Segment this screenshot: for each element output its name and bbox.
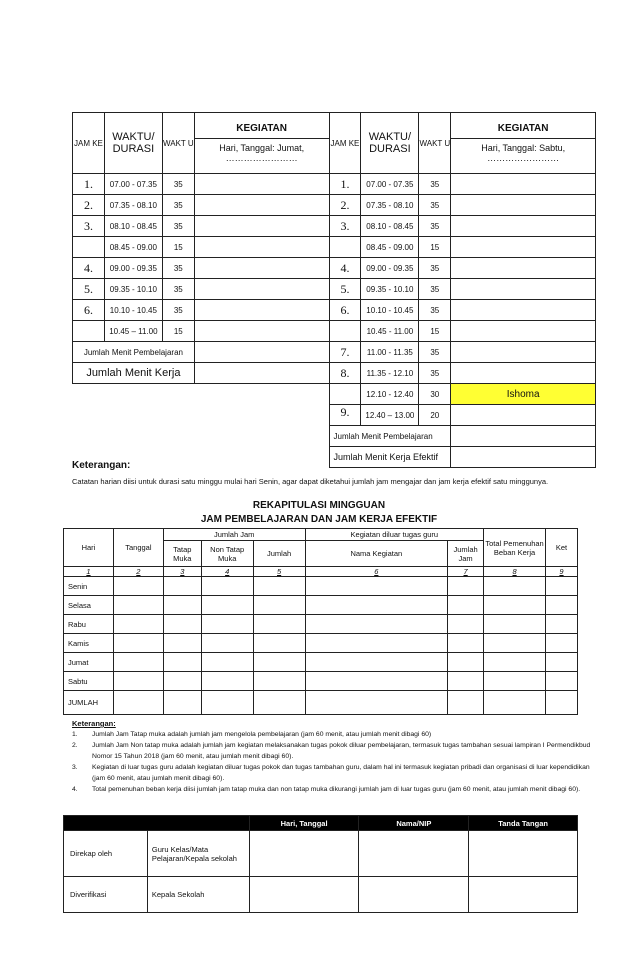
kegiatan-cell[interactable] [451, 342, 596, 363]
schedule-row [73, 174, 596, 195]
rk-hdr-tatap-muka: Tatap Muka [163, 541, 201, 567]
kegiatan-cell[interactable] [451, 279, 596, 300]
day-label: Kamis [64, 634, 114, 653]
cell[interactable] [546, 653, 578, 672]
col-number: 2 [113, 567, 163, 577]
notes-title: Keterangan: [72, 719, 116, 728]
cell[interactable] [448, 615, 484, 634]
cell[interactable] [163, 577, 201, 596]
cell[interactable] [253, 653, 305, 672]
cell[interactable] [305, 691, 448, 715]
cell[interactable] [484, 634, 546, 653]
cell[interactable] [305, 615, 448, 634]
cell[interactable] [163, 691, 201, 715]
day-label: Senin [64, 577, 114, 596]
waktu: 09.00 - 09.35 [361, 258, 419, 279]
right-jmp-value[interactable] [451, 426, 596, 447]
schedule-row [73, 342, 596, 363]
kegiatan-cell[interactable] [451, 363, 596, 384]
hdr-waktu-right: WAKTU/ DURASI [361, 113, 419, 174]
durasi: 35 [419, 342, 451, 363]
waktu: 09.00 - 09.35 [104, 258, 162, 279]
waktu: 07.35 - 08.10 [361, 195, 419, 216]
col-number: 7 [448, 567, 484, 577]
jam-ke: 6. [329, 300, 361, 321]
waktu: 10.45 – 11.00 [104, 321, 162, 342]
right-jumlah-menit-pembelajaran: Jumlah Menit Pembelajaran [329, 426, 451, 447]
waktu: 12.40 – 13.00 [361, 405, 419, 426]
durasi: 35 [162, 258, 194, 279]
durasi: 30 [419, 384, 451, 405]
durasi: 35 [162, 300, 194, 321]
kegiatan-cell[interactable] [194, 300, 329, 321]
cell[interactable] [546, 634, 578, 653]
table-row [64, 672, 578, 691]
kegiatan-cell[interactable] [194, 237, 329, 258]
col-number: 6 [305, 567, 448, 577]
cell[interactable] [546, 596, 578, 615]
day-label: Sabtu [64, 672, 114, 691]
cell[interactable] [546, 577, 578, 596]
schedule-row [73, 237, 596, 258]
cell[interactable] [113, 596, 163, 615]
jam-ke: 5. [329, 279, 361, 300]
jam-ke [329, 321, 361, 342]
sig-hdr-hari: Hari, Tanggal [249, 816, 359, 831]
durasi: 15 [162, 321, 194, 342]
rekap-subtitle: JAM PEMBELAJARAN DAN JAM KERJA EFEKTIF [200, 514, 438, 525]
schedule-row [73, 363, 596, 384]
col-number: 9 [546, 567, 578, 577]
jam-ke [329, 384, 361, 405]
col-number: 4 [201, 567, 253, 577]
kegiatan-cell[interactable] [451, 216, 596, 237]
durasi: 20 [419, 405, 451, 426]
rk-hdr-ket: Ket [546, 529, 578, 567]
schedule-table [72, 112, 596, 468]
durasi: 35 [162, 216, 194, 237]
note-number: 1. [72, 731, 78, 738]
diverifikasi-date[interactable] [249, 877, 359, 913]
cell[interactable] [448, 577, 484, 596]
durasi: 35 [162, 195, 194, 216]
list-item [72, 740, 592, 762]
left-jmp-value[interactable] [194, 342, 329, 363]
cell[interactable] [163, 615, 201, 634]
kegiatan-cell[interactable] [451, 258, 596, 279]
jam-ke: 1. [329, 174, 361, 195]
hdr-wakt-right: WAKT U [419, 113, 451, 174]
durasi: 35 [419, 300, 451, 321]
cell[interactable] [305, 672, 448, 691]
durasi: 35 [162, 279, 194, 300]
cell[interactable] [163, 672, 201, 691]
cell[interactable] [113, 615, 163, 634]
jam-ke: 8. [329, 363, 361, 384]
direkap-role: Guru Kelas/Mata Pelajaran/Kepala sekolah [147, 831, 249, 877]
kegiatan-cell[interactable] [451, 195, 596, 216]
cell[interactable] [253, 672, 305, 691]
list-item [72, 729, 592, 740]
note-number: 2. [72, 742, 78, 749]
waktu: 12.10 - 12.40 [361, 384, 419, 405]
rk-hdr-jumlah-jam-luar: Jumlah Jam [448, 541, 484, 567]
rk-hdr-tanggal: Tanggal [113, 529, 163, 567]
jam-ke: 3. [73, 216, 105, 237]
jam-ke [73, 237, 105, 258]
kegiatan-title: KEGIATAN [497, 123, 549, 134]
hdr-jam-right: JAM KE [329, 113, 361, 174]
cell[interactable] [484, 672, 546, 691]
cell[interactable] [546, 615, 578, 634]
cell[interactable] [113, 634, 163, 653]
jam-ke: 4. [329, 258, 361, 279]
kegiatan-cell[interactable] [194, 258, 329, 279]
schedule-row [73, 300, 596, 321]
note-number: 3. [72, 764, 78, 771]
table-row [64, 653, 578, 672]
note-number: 4. [72, 786, 78, 793]
schedule-row [73, 405, 596, 426]
kegiatan-cell[interactable] [451, 321, 596, 342]
jam-ke [73, 321, 105, 342]
hdr-kegiatan-sabtu [451, 113, 596, 174]
cell[interactable] [484, 577, 546, 596]
col-number: 8 [484, 567, 546, 577]
schedule-row [73, 216, 596, 237]
waktu: 07.00 - 07.35 [104, 174, 162, 195]
signature-table [63, 815, 578, 913]
waktu: 07.35 - 08.10 [104, 195, 162, 216]
keterangan-title: Keterangan: [72, 460, 131, 471]
rk-hdr-hari: Hari [64, 529, 114, 567]
right-jmk-value[interactable] [451, 447, 596, 468]
durasi: 35 [419, 363, 451, 384]
kegiatan-cell[interactable] [451, 237, 596, 258]
waktu: 11.00 - 11.35 [361, 342, 419, 363]
dots-sabtu: …………………… [487, 153, 560, 163]
dots-jumat: …………………… [225, 153, 298, 163]
cell[interactable] [484, 691, 546, 715]
left-jumlah-menit-pembelajaran: Jumlah Menit Pembelajaran [73, 342, 195, 363]
cell[interactable] [163, 596, 201, 615]
hdr-waktu-left: WAKTU/ DURASI [104, 113, 162, 174]
waktu: 10.10 - 10.45 [361, 300, 419, 321]
diverifikasi-role: Kepala Sekolah [147, 877, 249, 913]
day-label: Selasa [64, 596, 114, 615]
direkap-date[interactable] [249, 831, 359, 877]
durasi: 35 [419, 216, 451, 237]
cell[interactable] [305, 653, 448, 672]
kegiatan-cell[interactable] [451, 174, 596, 195]
jam-ke: 9. [329, 405, 361, 426]
notes-section [72, 718, 592, 795]
col-number: 3 [163, 567, 201, 577]
jam-ke: 6. [73, 300, 105, 321]
cell[interactable] [163, 634, 201, 653]
cell[interactable] [448, 672, 484, 691]
cell[interactable] [201, 653, 253, 672]
day-label: Rabu [64, 615, 114, 634]
direkap-name[interactable] [359, 831, 469, 877]
jam-ke: 2. [329, 195, 361, 216]
durasi: 15 [162, 237, 194, 258]
hdr-kegiatan-jumat [194, 113, 329, 174]
durasi: 35 [419, 258, 451, 279]
cell[interactable] [484, 653, 546, 672]
jam-ke: 2. [73, 195, 105, 216]
waktu: 07.00 - 07.35 [361, 174, 419, 195]
cell[interactable] [448, 596, 484, 615]
table-row [64, 615, 578, 634]
kegiatan-title: KEGIATAN [236, 123, 288, 134]
rekap-table [63, 528, 578, 715]
note-text: Jumlah Jam Non tatap muka adalah jumlah jam kegiatan melaksanakan tugas pokok diluar pembelajaran, termasuk tugas tambahan sesuai lampiran I Permendikbud Nomor 15 Tahun 2018 (jam 60 menit, atau jumlah menit dibagi 60). [92, 742, 591, 760]
cell[interactable] [253, 577, 305, 596]
kegiatan-cell[interactable] [194, 195, 329, 216]
waktu: 08.10 - 08.45 [104, 216, 162, 237]
jam-ke: 1. [73, 174, 105, 195]
blank-area [73, 384, 330, 405]
direkap-label: Direkap oleh [64, 831, 148, 877]
note-text: Kegiatan di luar tugas guru adalah kegiatan diluar tugas pokok dan tugas tambahan guru, dalam hal ini termasuk kegiatan pribadi dan organisasi di luar kependidikan (jam 60 menit, atau jumlah menit dibagi 60). [92, 764, 590, 782]
cell[interactable] [448, 653, 484, 672]
rk-hdr-non-tatap-muka: Non Tatap Muka [201, 541, 253, 567]
diverifikasi-label: Diverifikasi [64, 877, 148, 913]
kegiatan-cell[interactable] [194, 321, 329, 342]
cell[interactable] [484, 615, 546, 634]
kegiatan-cell[interactable] [451, 300, 596, 321]
diverifikasi-name[interactable] [359, 877, 469, 913]
rk-hdr-jumlah-jam: Jumlah Jam [163, 529, 305, 541]
hdr-wakt-left: WAKT U [162, 113, 194, 174]
jam-ke: 7. [329, 342, 361, 363]
right-jumlah-menit-kerja-efektif: Jumlah Menit Kerja Efektif [329, 447, 451, 468]
schedule-row [73, 426, 596, 447]
left-jumlah-menit-kerja: Jumlah Menit Kerja [73, 363, 195, 384]
blank-area [73, 405, 330, 426]
waktu: 09.35 - 10.10 [361, 279, 419, 300]
table-row [64, 596, 578, 615]
cell[interactable] [201, 577, 253, 596]
cell[interactable] [305, 634, 448, 653]
durasi: 35 [419, 174, 451, 195]
rk-hdr-nama-kegiatan: Nama Kegiatan [305, 541, 448, 567]
schedule-row [73, 258, 596, 279]
col-number: 1 [64, 567, 114, 577]
col-number: 5 [253, 567, 305, 577]
list-item [72, 762, 592, 784]
cell[interactable] [113, 577, 163, 596]
durasi: 15 [419, 321, 451, 342]
cell[interactable] [113, 672, 163, 691]
rekap-title: REKAPITULASI MINGGUAN [252, 500, 386, 511]
cell[interactable] [201, 596, 253, 615]
table-row [64, 634, 578, 653]
waktu: 11.35 - 12.10 [361, 363, 419, 384]
durasi: 35 [419, 195, 451, 216]
cell[interactable] [201, 634, 253, 653]
direkap-signature[interactable] [469, 831, 578, 877]
waktu: 10.10 - 10.45 [104, 300, 162, 321]
kegiatan-cell[interactable] [194, 174, 329, 195]
waktu: 09.35 - 10.10 [104, 279, 162, 300]
table-row [64, 577, 578, 596]
sig-hdr-ttd: Tanda Tangan [469, 816, 578, 831]
durasi: 15 [419, 237, 451, 258]
cell[interactable] [201, 672, 253, 691]
schedule-row [73, 279, 596, 300]
schedule-row [73, 195, 596, 216]
jam-ke: 3. [329, 216, 361, 237]
kegiatan-cell[interactable] [194, 216, 329, 237]
rk-hdr-jumlah: Jumlah [253, 541, 305, 567]
waktu: 08.10 - 08.45 [361, 216, 419, 237]
kegiatan-cell[interactable] [194, 279, 329, 300]
sig-hdr-nama: Nama/NIP [359, 816, 469, 831]
cell[interactable] [201, 615, 253, 634]
cell[interactable] [305, 577, 448, 596]
cell[interactable] [448, 691, 484, 715]
diverifikasi-signature[interactable] [469, 877, 578, 913]
note-text: Total pemenuhan beban kerja diisi jumlah jam tatap muka dan non tatap muka dikurangi jumlah jam di luar tugas guru (jam 60 menit, atau jumlah menit dibagi 60). [92, 786, 581, 793]
day-label: Jumat [64, 653, 114, 672]
cell[interactable] [546, 691, 578, 715]
waktu: 08.45 - 09.00 [361, 237, 419, 258]
cell[interactable] [201, 691, 253, 715]
rk-hdr-total: Total Pemenuhan Beban Kerja [484, 529, 546, 567]
kegiatan-cell[interactable] [451, 405, 596, 426]
sig-hdr-blank [64, 816, 250, 831]
cell[interactable] [163, 653, 201, 672]
jam-ke: 4. [73, 258, 105, 279]
note-text: Jumlah Jam Tatap muka adalah jumlah jam mengelola pembelajaran (jam 60 menit, atau jumlah menit dibagi 60) [92, 731, 432, 738]
cell[interactable] [305, 596, 448, 615]
cell[interactable] [253, 615, 305, 634]
waktu: 10.45 - 11.00 [361, 321, 419, 342]
durasi: 35 [419, 279, 451, 300]
hari-jumat: Hari, Tanggal: Jumat, [219, 143, 305, 153]
jumlah-label: JUMLAH [64, 691, 114, 715]
waktu: 08.45 - 09.00 [104, 237, 162, 258]
jam-ke [329, 237, 361, 258]
durasi: 35 [162, 174, 194, 195]
list-item [72, 784, 592, 795]
cell[interactable] [113, 691, 163, 715]
jam-ke: 5. [73, 279, 105, 300]
schedule-row [73, 447, 596, 468]
cell[interactable] [253, 691, 305, 715]
ishoma-cell: Ishoma [451, 384, 596, 405]
cell[interactable] [113, 653, 163, 672]
cell[interactable] [484, 596, 546, 615]
schedule-row [73, 384, 596, 405]
schedule-row [73, 321, 596, 342]
cell[interactable] [448, 634, 484, 653]
table-row [64, 691, 578, 715]
blank-area [73, 426, 330, 447]
rk-hdr-luar-tugas: Kegiatan diluar tugas guru [305, 529, 484, 541]
hari-sabtu: Hari, Tanggal: Sabtu, [481, 143, 566, 153]
hdr-jam-left: JAM KE [73, 113, 105, 174]
cell[interactable] [546, 672, 578, 691]
cell[interactable] [253, 596, 305, 615]
left-jmk-value[interactable] [194, 363, 329, 384]
cell[interactable] [253, 634, 305, 653]
keterangan-text: Catatan harian diisi untuk durasi satu minggu mulai hari Senin, agar dapat diketahui jumlah jam mengajar dan jam kerja efektif satu minggunya. [72, 477, 549, 486]
